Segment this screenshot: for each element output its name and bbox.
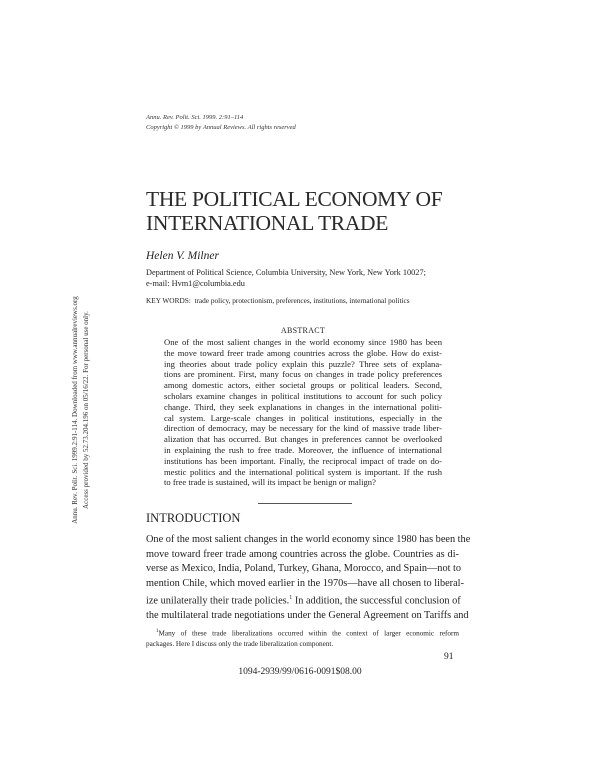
abstract-line: cal system. Large-scale changes in political institutions, especially in the: [164, 412, 442, 423]
abstract-line: change. Third, they seek explanations in changes in the international politi-: [164, 401, 442, 412]
abstract-line: the move toward freer trade among countries across the globe. How do exist-: [164, 347, 442, 358]
body-line: mention Chile, which moved earlier in the 1970s—have all chosen to liberal-: [146, 577, 464, 589]
access-line: Access provided by 52.73.204.196 on 05/16/22. For personal use only.: [82, 311, 90, 509]
affiliation-line: Department of Political Science, Columbia University, New York, New York 10027;: [146, 268, 426, 277]
footnote-marker[interactable]: 1: [289, 595, 293, 602]
abstract-line: direction of democracy, may be necessary for the kind of massive trade liber-: [164, 423, 442, 434]
body-line: verse as Mexico, India, Poland, Turkey, Ghana, Morocco, and Spain—not to: [146, 563, 462, 575]
abstract-line: One of the most salient changes in the world economy since 1980 has been: [164, 337, 442, 347]
abstract-line: to free trade is sustained, will its impact be benign or malign?: [164, 477, 376, 488]
footnote: [146, 626, 459, 650]
keywords-label: KEY WORDS:: [146, 296, 191, 305]
footnote-number: 1: [156, 629, 159, 634]
footnote-line: [146, 626, 459, 639]
abstract-line: tions are prominent. First, many focus on changes in trade policy preferences: [164, 369, 442, 380]
copyright: Copyright © 1999 by Annual Reviews. All rights reserved: [146, 124, 296, 131]
issn-price: 1094-2939/99/0616-0091$08.00: [238, 667, 362, 677]
body-line: One of the most salient changes in the world economy since 1980 has been the: [146, 534, 471, 545]
body-text-segment: In addition, the successful conclusion of: [294, 595, 461, 607]
email: e-mail: Hvm1@columbia.edu: [146, 279, 245, 288]
affiliation: [146, 267, 426, 289]
abstract-line: among domestic actors, either societal groups or political leaders. Second,: [164, 380, 442, 391]
abstract-line: scholars examine changes in political institutions to account for such policy: [164, 390, 442, 401]
body-line: move toward freer trade among countries across the globe. Countries as di-: [146, 548, 459, 560]
page-number: 91: [444, 652, 454, 662]
abstract-line: mestic politics and the international political system is important. If the rush: [164, 466, 442, 477]
abstract-line: in explaining the rush to free trade. Moreover, the influence of international: [164, 444, 442, 455]
body-line: the multilateral trade negotiations under the General Agreement on Tariffs and: [146, 610, 469, 622]
body-text-segment: ize unilaterally their trade policies.: [146, 595, 290, 607]
body-text: [146, 533, 471, 624]
abstract-heading: ABSTRACT: [280, 326, 326, 335]
title-line-2: INTERNATIONAL TRADE: [146, 211, 389, 235]
abstract-line: ing theories about trade policy explain this puzzle? Three sets of explana-: [164, 358, 442, 369]
footnote-text: Many of these trade liberalizations occurred within the context of larger economic reform: [158, 629, 459, 638]
download-line: Annu. Rev. Polit. Sci. 1999.2:91-114. Downloaded from www.annualreviews.org: [71, 296, 79, 524]
title-line-1: THE POLITICAL ECONOMY OF: [146, 187, 443, 211]
journal-citation: Annu. Rev. Polit. Sci. 1999. 2:91–114: [146, 114, 244, 121]
author: Helen V. Milner: [146, 250, 219, 262]
footnote-line: packages. Here I discuss only the trade liberalization component.: [146, 640, 334, 649]
keywords-text: trade policy, protectionism, preferences, institutions, international politics: [194, 296, 410, 305]
section-heading: INTRODUCTION: [146, 511, 241, 525]
divider: [258, 503, 352, 504]
abstract-line: alization that has occurred. But changes in preferences cannot be overlooked: [164, 434, 442, 445]
body-line: [146, 591, 459, 609]
abstract-text: [164, 337, 442, 488]
abstract-line: institutions has been important. Finally, the reciprocal impact of trade on do-: [164, 455, 442, 466]
download-note: [70, 260, 92, 560]
keywords: [146, 296, 410, 305]
